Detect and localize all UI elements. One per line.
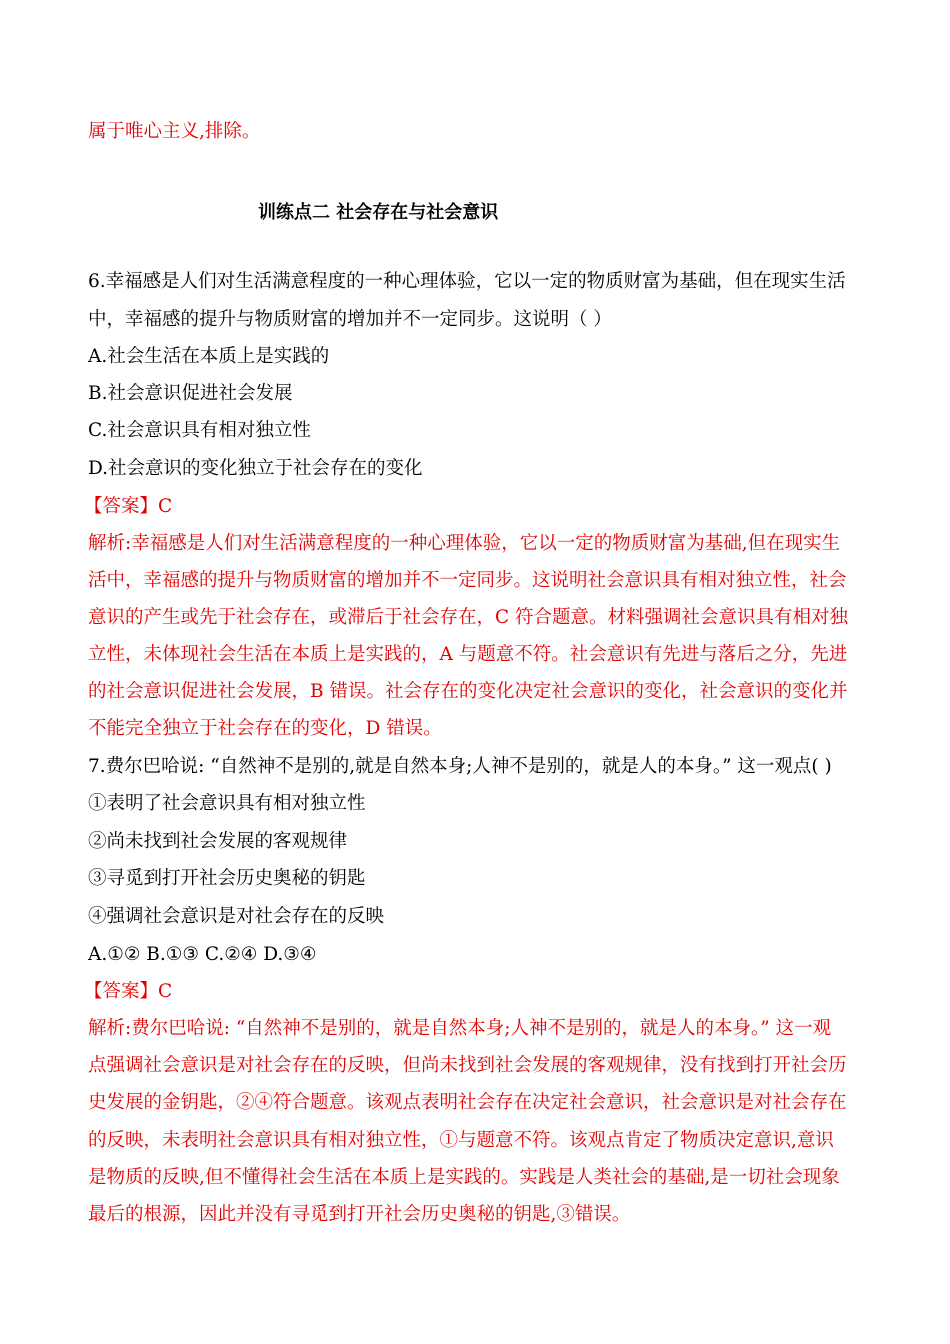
question-7-statement-1: ①表明了社会意识具有相对独立性 xyxy=(88,793,366,814)
section-title: 训练点二 社会存在与社会意识 xyxy=(258,202,499,223)
question-6-option-b: B.社会意识促进社会发展 xyxy=(88,383,293,404)
question-7-analysis-line: 史发展的金钥匙，②④符合题意。该观点表明社会存在决定社会意识，社会意识是对社会存在 xyxy=(88,1092,847,1113)
question-6-analysis-line: 意识的产生或先于社会存在，或滞后于社会存在，C 符合题意。材料强调社会意识具有相对独 xyxy=(88,607,849,628)
question-6-analysis-line: 的社会意识促进社会发展，B 错误。社会存在的变化决定社会意识的变化，社会意识的变化并 xyxy=(88,681,848,702)
question-6-analysis-line: 活中，幸福感的提升与物质财富的增加并不一定同步。这说明社会意识具有相对独立性，社会 xyxy=(88,570,847,591)
question-6-option-d: D.社会意识的变化独立于社会存在的变化 xyxy=(88,458,423,479)
question-6-answer: 【答案】C xyxy=(84,496,173,517)
question-7-stem-line: 7.费尔巴哈说: “自然神不是别的,就是自然本身;人神不是别的，就是人的本身。” 这一观点( ) xyxy=(88,756,832,777)
question-6-option-c: C.社会意识具有相对独立性 xyxy=(88,420,311,441)
question-6-stem-line: 中，幸福感的提升与物质财富的增加并不一定同步。这说明（ ） xyxy=(88,309,612,330)
question-7-answer: 【答案】C xyxy=(84,981,173,1002)
question-6-analysis-line: 不能完全独立于社会存在的变化，D 错误。 xyxy=(88,718,442,739)
question-7-options: A.①② B.①③ C.②④ D.③④ xyxy=(88,944,317,965)
question-6-analysis-line: 解析:幸福感是人们对生活满意程度的一种心理体验，它以一定的物质财富为基础,但在现实生 xyxy=(88,533,841,554)
question-7-analysis-line: 最后的根源，因此并没有寻觅到打开社会历史奥秘的钥匙,③错误。 xyxy=(88,1204,631,1225)
question-7-statement-4: ④强调社会意识是对社会存在的反映 xyxy=(88,906,385,927)
question-7-analysis-line: 是物质的反映,但不懂得社会生活在本质上是实践的。实践是人类社会的基础,是一切社会现象 xyxy=(88,1167,840,1188)
question-6-analysis-line: 立性，未体现社会生活在本质上是实践的，A 与题意不符。社会意识有先进与落后之分，先进 xyxy=(88,644,848,665)
question-6-option-a: A.社会生活在本质上是实践的 xyxy=(88,346,330,367)
question-7-analysis-line: 点强调社会意识是对社会存在的反映，但尚未找到社会发展的客观规律，没有找到打开社会历 xyxy=(88,1055,847,1076)
question-6-stem-line: 6.幸福感是人们对生活满意程度的一种心理体验，它以一定的物质财富为基础，但在现实生活 xyxy=(88,271,846,292)
question-7-statement-2: ②尚未找到社会发展的客观规律 xyxy=(88,831,348,852)
question-7-analysis-line: 解析:费尔巴哈说: “自然神不是别的，就是自然本身;人神不是别的，就是人的本身。” 这一观 xyxy=(88,1018,832,1039)
intro-tail: 属于唯心主义,排除。 xyxy=(88,121,261,142)
question-7-statement-3: ③寻觅到打开社会历史奥秘的钥匙 xyxy=(88,868,366,889)
question-7-analysis-line: 的反映，未表明社会意识具有相对独立性，①与题意不符。该观点肯定了物质决定意识,意识 xyxy=(88,1130,834,1151)
